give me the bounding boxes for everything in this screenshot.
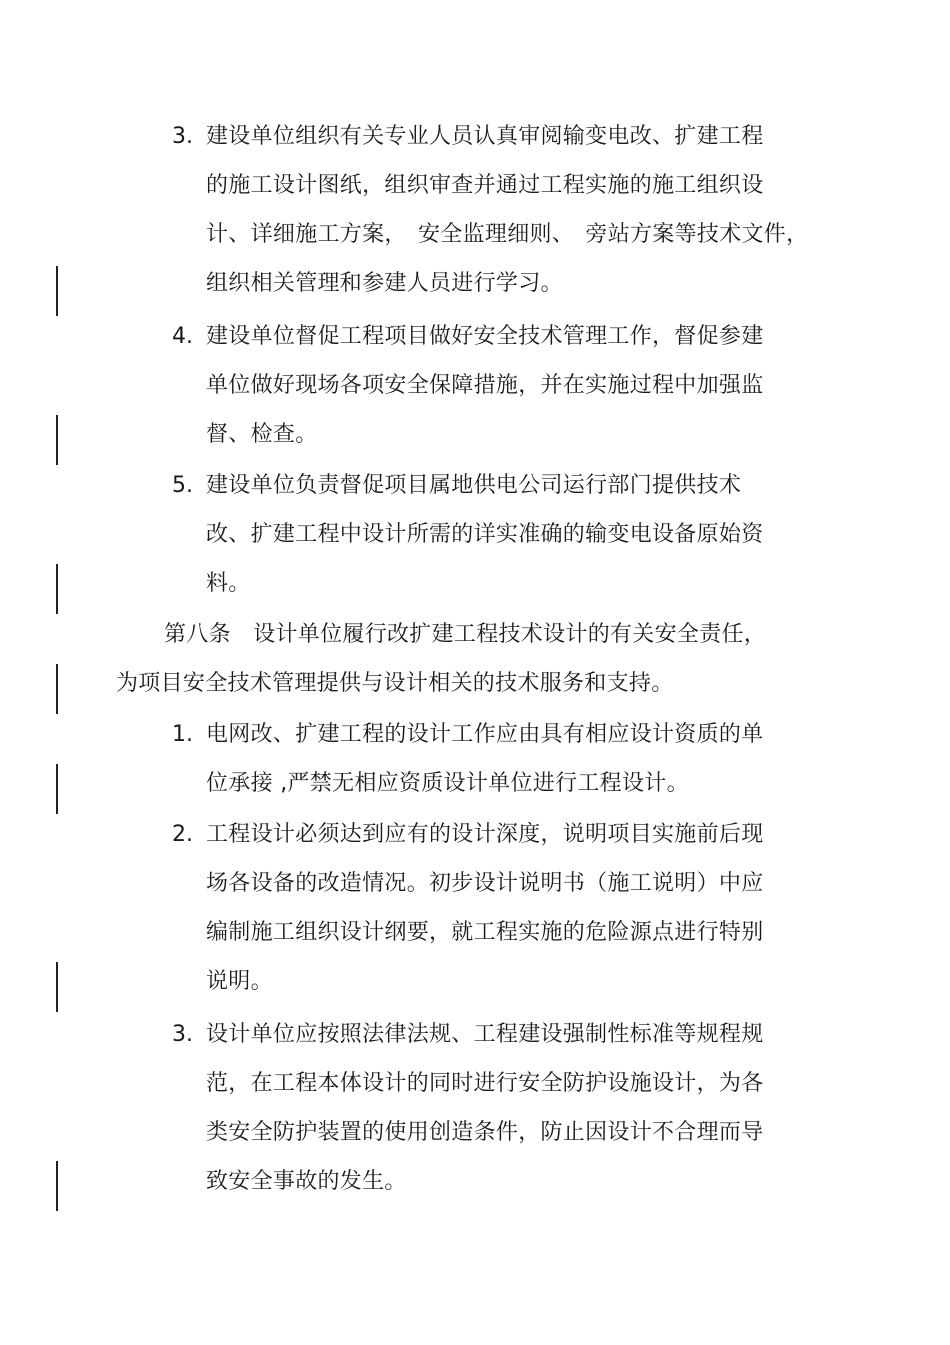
text-line: 致安全事故的发生。: [206, 1169, 407, 1194]
revision-bar: [56, 962, 58, 1012]
text-line: 电网改、扩建工程的设计工作应由具有相应设计资质的单: [206, 722, 764, 747]
text-line: 范，在工程本体设计的同时进行安全防护设施设计，为各: [206, 1071, 764, 1096]
list-number: 5.: [172, 473, 193, 498]
text-line: 的施工设计图纸，组织审查并通过工程实施的施工组织设: [206, 173, 764, 198]
text-line: 场各设备的改造情况。初步设计说明书（施工说明）中应: [206, 871, 764, 896]
text-line: 计、详细施工方案， 安全监理细则、 旁站方案等技术文件，: [206, 222, 809, 247]
article-text-line: 为项目安全技术管理提供与设计相关的技术服务和支持。: [116, 671, 674, 696]
text-line: 改、扩建工程中设计所需的详实准确的输变电设备原始资: [206, 522, 764, 547]
text-line: 料。: [206, 571, 251, 596]
text-line: 组织相关管理和参建人员进行学习。: [206, 271, 563, 296]
revision-bar: [56, 415, 58, 465]
text-line: 位承接 ,严禁无相应资质设计单位进行工程设计。: [206, 771, 689, 796]
revision-bar: [56, 564, 58, 614]
list-number: 3.: [172, 1022, 193, 1047]
text-line: 说明。: [206, 969, 273, 994]
text-line: 督、检查。: [206, 422, 318, 447]
text-line: 工程设计必须达到应有的设计深度，说明项目实施前后现: [206, 822, 764, 847]
text-line: 建设单位督促工程项目做好安全技术管理工作，督促参建: [206, 324, 764, 349]
article-heading-line: 第八条 设计单位履行改扩建工程技术设计的有关安全责任，: [164, 622, 767, 647]
text-line: 建设单位负责督促项目属地供电公司运行部门提供技术: [206, 473, 742, 498]
revision-bar: [56, 266, 58, 316]
list-number: 4.: [172, 324, 193, 349]
list-number: 1.: [172, 722, 193, 747]
revision-bar: [56, 764, 58, 814]
text-line: 单位做好现场各项安全保障措施，并在实施过程中加强监: [206, 373, 764, 398]
text-line: 类安全防护装置的使用创造条件，防止因设计不合理而导: [206, 1120, 764, 1145]
revision-bar: [56, 1161, 58, 1211]
text-line: 设计单位应按照法律法规、工程建设强制性标准等规程规: [206, 1022, 764, 1047]
list-number: 2.: [172, 822, 193, 847]
revision-bar: [56, 664, 58, 714]
list-number: 3.: [172, 124, 193, 149]
text-line: 建设单位组织有关专业人员认真审阅输变电改、扩建工程: [206, 124, 764, 149]
text-line: 编制施工组织设计纲要，就工程实施的危险源点进行特别: [206, 920, 764, 945]
